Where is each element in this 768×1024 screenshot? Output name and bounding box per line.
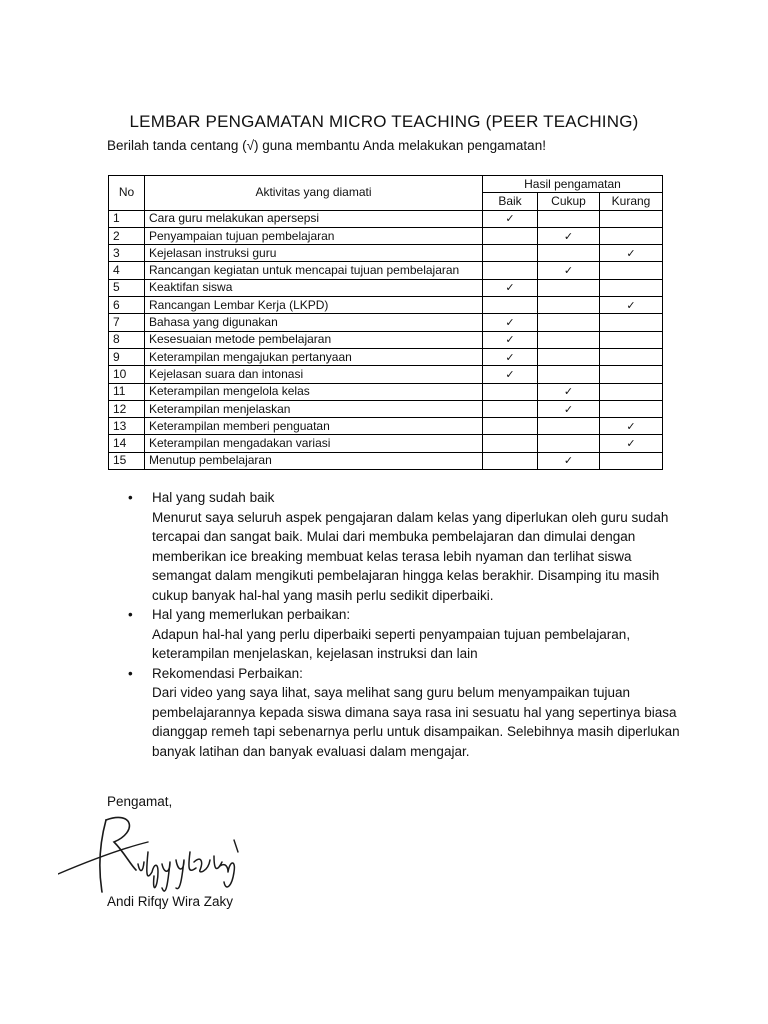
bullet-icon: • bbox=[128, 490, 133, 505]
cell-baik bbox=[483, 279, 538, 296]
row-activity: Keterampilan mengadakan variasi bbox=[145, 435, 483, 452]
table-row bbox=[109, 400, 663, 417]
cell-cukup bbox=[538, 400, 600, 417]
checkmark-icon: ✓ bbox=[505, 281, 515, 295]
row-activity: Rancangan Lembar Kerja (LKPD) bbox=[145, 297, 483, 314]
cell-cukup bbox=[538, 452, 600, 469]
table-row bbox=[109, 452, 663, 469]
cell-kurang bbox=[600, 366, 663, 383]
cell-kurang bbox=[600, 279, 663, 296]
cell-cukup bbox=[538, 383, 600, 400]
cell-cukup bbox=[538, 297, 600, 314]
cell-cukup bbox=[538, 262, 600, 279]
cell-kurang bbox=[600, 452, 663, 469]
signature-image bbox=[58, 812, 258, 902]
table-row bbox=[109, 262, 663, 279]
row-activity: Kejelasan instruksi guru bbox=[145, 245, 483, 262]
header-no: No bbox=[109, 176, 145, 211]
row-number: 4 bbox=[109, 262, 145, 279]
note-item bbox=[107, 664, 687, 762]
checkmark-icon: ✓ bbox=[563, 402, 574, 416]
cell-cukup bbox=[538, 245, 600, 262]
table-row bbox=[109, 383, 663, 400]
table-row bbox=[109, 418, 663, 435]
checkmark-icon: ✓ bbox=[505, 316, 515, 330]
row-number: 5 bbox=[109, 279, 145, 296]
note-body: Adapun hal-hal yang perlu diperbaiki seperti penyampaian tujuan pembelajaran, keterampilan menjelaskan, kejelasan instruksi dan lain bbox=[152, 626, 631, 661]
checkmark-icon: ✓ bbox=[626, 298, 636, 312]
cell-baik bbox=[483, 331, 538, 348]
header-result-group: Hasil pengamatan bbox=[483, 176, 663, 193]
cell-cukup bbox=[538, 210, 600, 227]
note-item bbox=[107, 605, 687, 664]
cell-cukup bbox=[538, 227, 600, 244]
cell-kurang bbox=[600, 210, 663, 227]
table-row bbox=[109, 366, 663, 383]
notes-list bbox=[107, 488, 687, 761]
row-activity: Cara guru melakukan apersepsi bbox=[145, 210, 483, 227]
row-activity: Keterampilan menjelaskan bbox=[145, 400, 483, 417]
table-row bbox=[109, 314, 663, 331]
cell-cukup bbox=[538, 418, 600, 435]
cell-kurang bbox=[600, 227, 663, 244]
document-title: LEMBAR PENGAMATAN MICRO TEACHING (PEER TEACHING) bbox=[129, 112, 639, 131]
cell-baik bbox=[483, 400, 538, 417]
note-heading: Rekomendasi Perbaikan: bbox=[152, 665, 303, 681]
checkmark-icon: ✓ bbox=[505, 350, 515, 364]
bullet-icon: • bbox=[128, 607, 133, 622]
cell-baik bbox=[483, 452, 538, 469]
cell-baik bbox=[483, 210, 538, 227]
checkmark-icon: ✓ bbox=[505, 212, 515, 226]
checkmark-icon: ✓ bbox=[505, 367, 515, 381]
row-activity: Keaktifan siswa bbox=[145, 279, 483, 296]
cell-baik bbox=[483, 314, 538, 331]
row-activity: Keterampilan memberi penguatan bbox=[145, 418, 483, 435]
cell-kurang bbox=[600, 418, 663, 435]
cell-kurang bbox=[600, 331, 663, 348]
cell-cukup bbox=[538, 314, 600, 331]
checkmark-icon: ✓ bbox=[505, 333, 515, 347]
cell-kurang bbox=[600, 383, 663, 400]
checkmark-icon: ✓ bbox=[563, 385, 574, 399]
table-row bbox=[109, 245, 663, 262]
cell-kurang bbox=[600, 262, 663, 279]
cell-baik bbox=[483, 297, 538, 314]
row-activity: Kejelasan suara dan intonasi bbox=[145, 366, 483, 383]
observer-label: Pengamat, bbox=[107, 794, 173, 809]
cell-baik bbox=[483, 435, 538, 452]
cell-baik bbox=[483, 262, 538, 279]
checkmark-icon: ✓ bbox=[626, 246, 636, 260]
note-heading: Hal yang sudah baik bbox=[152, 490, 275, 505]
row-number: 15 bbox=[109, 452, 145, 469]
table-row bbox=[109, 279, 663, 296]
cell-baik bbox=[483, 227, 538, 244]
cell-cukup bbox=[538, 331, 600, 348]
cell-baik bbox=[483, 348, 538, 365]
cell-baik bbox=[483, 418, 538, 435]
row-number: 12 bbox=[109, 400, 145, 417]
table-row bbox=[109, 210, 663, 227]
table-row bbox=[109, 348, 663, 365]
cell-cukup bbox=[538, 435, 600, 452]
row-number: 3 bbox=[109, 245, 145, 262]
row-number: 2 bbox=[109, 227, 145, 244]
cell-cukup bbox=[538, 348, 600, 365]
row-activity: Kesesuaian metode pembelajaran bbox=[145, 331, 483, 348]
checkmark-icon: ✓ bbox=[563, 229, 574, 243]
table-row bbox=[109, 297, 663, 314]
instruction-text: Berilah tanda centang (√) guna membantu Anda melakukan pengamatan! bbox=[107, 138, 546, 153]
row-number: 13 bbox=[109, 418, 145, 435]
row-activity: Penyampaian tujuan pembelajaran bbox=[145, 227, 483, 244]
row-number: 10 bbox=[109, 366, 145, 383]
header-kurang: Kurang bbox=[600, 193, 663, 210]
table-body bbox=[109, 210, 663, 469]
cell-kurang bbox=[600, 314, 663, 331]
row-activity: Bahasa yang digunakan bbox=[145, 314, 483, 331]
bullet-icon: • bbox=[128, 665, 133, 681]
row-number: 7 bbox=[109, 314, 145, 331]
table-row bbox=[109, 227, 663, 244]
row-activity: Keterampilan mengelola kelas bbox=[145, 383, 483, 400]
cell-kurang bbox=[600, 400, 663, 417]
cell-baik bbox=[483, 383, 538, 400]
cell-kurang bbox=[600, 245, 663, 262]
cell-kurang bbox=[600, 435, 663, 452]
header-activity: Aktivitas yang diamati bbox=[145, 176, 483, 211]
table-row bbox=[109, 331, 663, 348]
cell-baik bbox=[483, 245, 538, 262]
checkmark-icon: ✓ bbox=[563, 454, 574, 468]
cell-cukup bbox=[538, 279, 600, 296]
row-activity: Rancangan kegiatan untuk mencapai tujuan pembelajaran bbox=[145, 262, 483, 279]
cell-kurang bbox=[600, 348, 663, 365]
row-number: 1 bbox=[109, 210, 145, 227]
observer-name: Andi Rifqy Wira Zaky bbox=[107, 894, 234, 909]
note-heading: Hal yang memerlukan perbaikan: bbox=[152, 607, 351, 622]
table-row bbox=[109, 435, 663, 452]
row-number: 9 bbox=[109, 348, 145, 365]
header-cukup: Cukup bbox=[538, 193, 600, 210]
header-baik: Baik bbox=[483, 193, 538, 210]
observation-table bbox=[108, 175, 663, 470]
row-activity: Keterampilan mengajukan pertanyaan bbox=[145, 348, 483, 365]
checkmark-icon: ✓ bbox=[626, 419, 636, 433]
row-number: 11 bbox=[109, 383, 145, 400]
row-number: 6 bbox=[109, 297, 145, 314]
row-number: 14 bbox=[109, 435, 145, 452]
checkmark-icon: ✓ bbox=[563, 264, 574, 278]
note-item bbox=[107, 488, 687, 605]
cell-kurang bbox=[600, 297, 663, 314]
cell-baik bbox=[483, 366, 538, 383]
row-activity: Menutup pembelajaran bbox=[145, 452, 483, 469]
note-body: Dari video yang saya lihat, saya melihat sang guru belum menyampaikan tujuan pembelajarannya kepada siswa dimana saya rasa ini sesuatu hal yang sepertinya biasa dianggap remeh tapi sebenarnya perlu untuk disampaikan. Selebihnya masih diperlukan banyak latihan dan banyak evaluasi dalam mengajar. bbox=[152, 685, 680, 759]
cell-cukup bbox=[538, 366, 600, 383]
row-number: 8 bbox=[109, 331, 145, 348]
checkmark-icon: ✓ bbox=[626, 437, 636, 451]
note-body: Menurut saya seluruh aspek pengajaran dalam kelas yang diperlukan oleh guru sudah tercapai dan sangat baik. Mulai dari membuka pembelajaran dan dimulai dengan memberikan ice breaking membuat kelas terasa lebih nyaman dan terlihat siswa semangat dalam mengikuti pembelajaran hingga kelas berakhir. Disamping itu masih cukup banyak hal-hal yang masih perlu sedikit diperbaiki. bbox=[152, 509, 669, 603]
